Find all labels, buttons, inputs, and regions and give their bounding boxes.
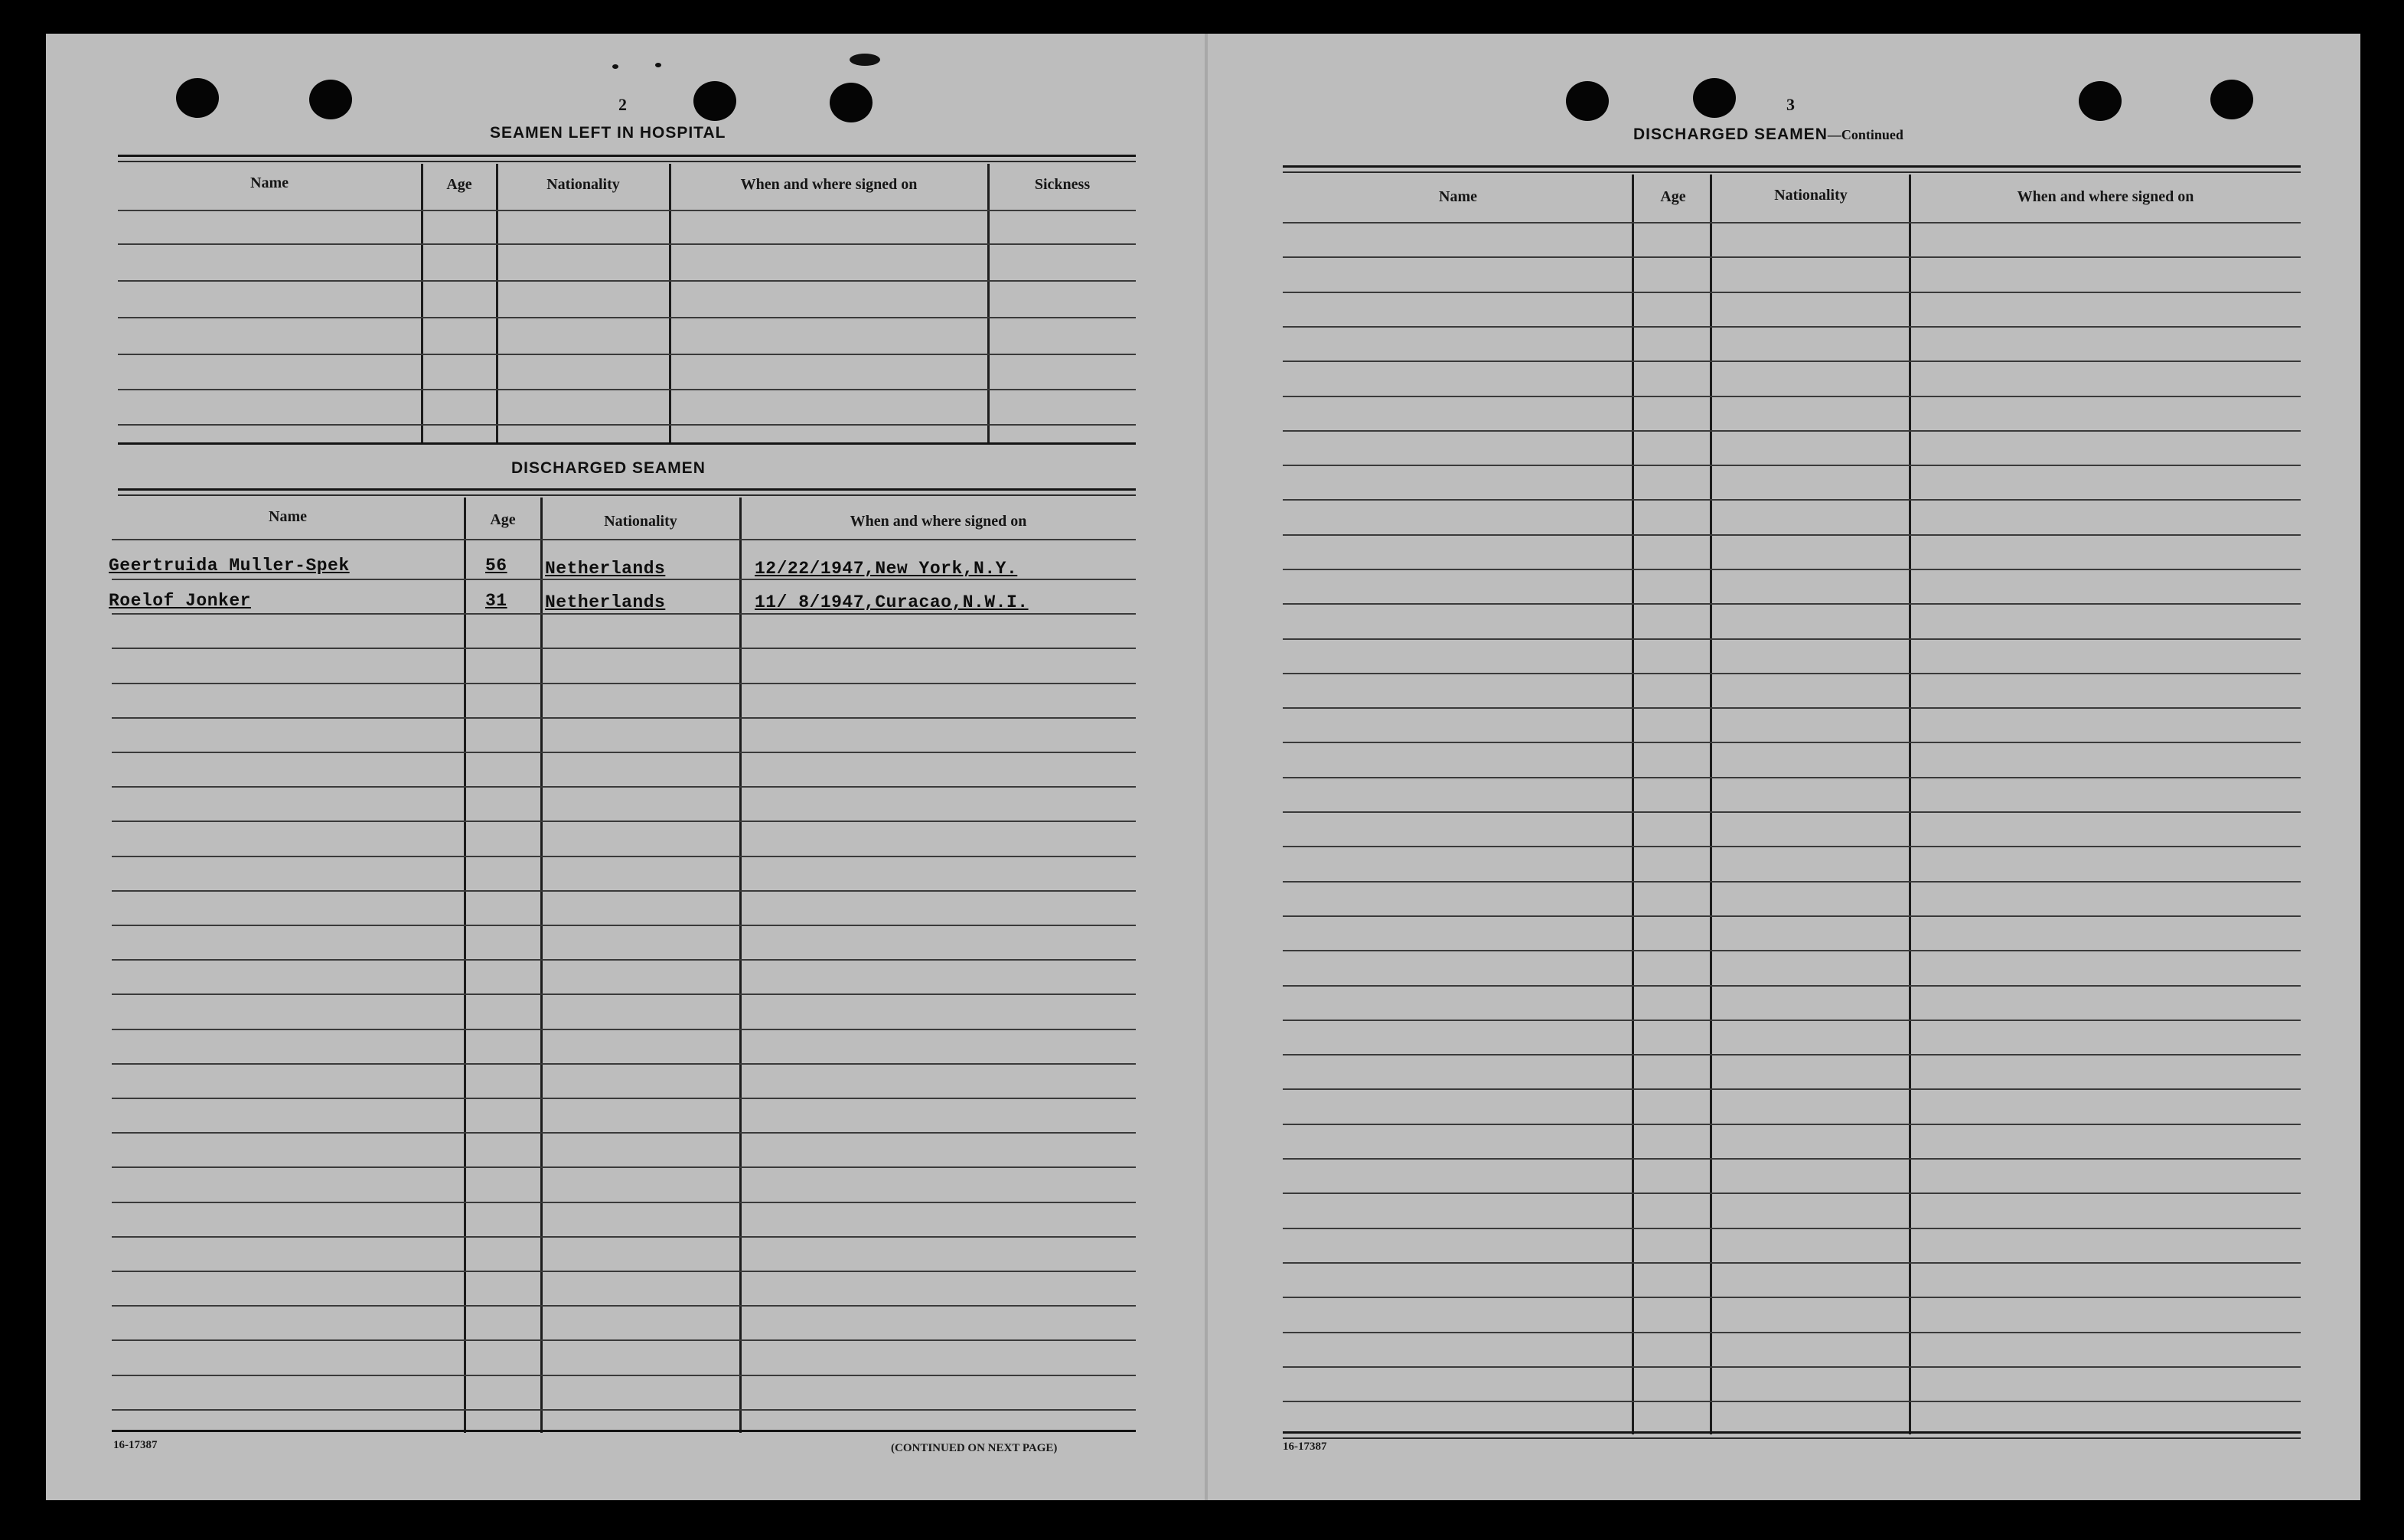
discharged-signed-on-cell: 12/22/1947,New York,N.Y. (755, 559, 1018, 579)
hospital-section-title: SEAMEN LEFT IN HOSPITAL (490, 124, 726, 142)
row-rule (1283, 1297, 2301, 1298)
page-number: 3 (1786, 95, 1795, 114)
discharged-name-cell: Geertruida Muller-Spek (109, 556, 350, 576)
row-rule (112, 1236, 1136, 1238)
discharged-nationality-cell: Netherlands (545, 559, 666, 579)
column-divider (987, 164, 990, 442)
row-rule (1283, 915, 2301, 917)
row-rule (112, 579, 1136, 580)
column-header-sickness: Sickness (1034, 176, 1091, 193)
column-header-name: Name (269, 508, 307, 525)
punch-hole (1566, 81, 1609, 121)
row-rule (1283, 1020, 2301, 1021)
row-rule (112, 890, 1136, 892)
column-divider (669, 164, 671, 442)
row-rule (112, 1339, 1136, 1341)
punch-hole (309, 80, 352, 119)
punch-hole (2210, 80, 2253, 119)
row-rule (1283, 569, 2301, 570)
row-rule (112, 856, 1136, 857)
table-bottom-rule (112, 1430, 1136, 1432)
column-divider (421, 164, 423, 442)
discharged-age-cell: 56 (485, 556, 507, 576)
title-main: DISCHARGED SEAMEN (1633, 126, 1828, 143)
row-rule (112, 1029, 1136, 1030)
column-header-nationality: Nationality (546, 176, 620, 193)
row-rule (112, 1098, 1136, 1099)
punch-hole (2079, 81, 2122, 121)
row-rule (1283, 846, 2301, 847)
punch-hole (176, 78, 219, 118)
table-top-rule (118, 161, 1136, 162)
row-rule (1283, 1124, 2301, 1125)
row-rule (1283, 465, 2301, 466)
row-rule (1283, 534, 2301, 536)
row-rule (112, 683, 1136, 684)
punch-hole (693, 81, 736, 121)
row-rule (118, 280, 1136, 282)
row-rule (1283, 326, 2301, 328)
row-rule (1283, 292, 2301, 293)
row-rule (112, 1063, 1136, 1065)
row-rule (1283, 777, 2301, 778)
discharged-name-cell: Roelof Jonker (109, 591, 251, 611)
row-rule (112, 1409, 1136, 1411)
column-header-nationality: Nationality (604, 513, 677, 530)
column-divider (496, 164, 498, 442)
row-rule (1283, 1193, 2301, 1194)
row-rule (1283, 1401, 2301, 1402)
discharged-age-cell: 31 (485, 591, 507, 611)
table-top-rule (1283, 165, 2301, 168)
row-rule (112, 648, 1136, 649)
row-rule (1283, 430, 2301, 432)
ink-speck (655, 63, 661, 67)
column-header-age: Age (490, 511, 516, 528)
document-sheet (46, 34, 2360, 1500)
row-rule (118, 424, 1136, 426)
punch-hole (1693, 78, 1736, 118)
column-divider (540, 498, 543, 1433)
table-bottom-rule (1283, 1431, 2301, 1434)
column-header-nationality: Nationality (1774, 187, 1848, 204)
row-rule (1283, 361, 2301, 362)
row-rule (1283, 396, 2301, 397)
discharged-nationality-cell: Netherlands (545, 592, 666, 612)
discharged-section-title: DISCHARGED SEAMEN (511, 459, 706, 477)
column-header-name: Name (1439, 188, 1477, 205)
row-rule (1283, 1158, 2301, 1160)
row-rule (1283, 1088, 2301, 1090)
discharged-signed-on-cell: 11/ 8/1947,Curacao,N.W.I. (755, 592, 1029, 612)
form-number: 16-17387 (113, 1439, 158, 1451)
table-top-rule (118, 488, 1136, 491)
row-rule (112, 1132, 1136, 1134)
row-rule (1283, 673, 2301, 674)
row-rule (1283, 1332, 2301, 1333)
column-header-signed-on: When and where signed on (2017, 188, 2194, 205)
row-rule (112, 959, 1136, 961)
row-rule (118, 243, 1136, 245)
column-divider (1632, 175, 1634, 1434)
column-divider (1710, 175, 1712, 1434)
continued-note: (CONTINUED ON NEXT PAGE) (891, 1442, 1058, 1454)
row-rule (112, 925, 1136, 926)
column-header-signed-on: When and where signed on (850, 513, 1027, 530)
column-divider (739, 498, 742, 1433)
table-top-rule (118, 494, 1136, 496)
page-fold (1205, 34, 1208, 1500)
row-rule (112, 1166, 1136, 1168)
row-rule (112, 1375, 1136, 1376)
row-rule (112, 821, 1136, 822)
row-rule (118, 354, 1136, 355)
ink-speck (612, 64, 618, 69)
row-rule (112, 613, 1136, 615)
row-rule (1283, 1262, 2301, 1264)
row-rule (1283, 985, 2301, 987)
row-rule (1283, 950, 2301, 951)
row-rule (112, 786, 1136, 788)
ink-speck (850, 54, 880, 66)
row-rule (118, 317, 1136, 318)
row-rule (1283, 638, 2301, 640)
column-divider (1909, 175, 1911, 1434)
row-rule (112, 1202, 1136, 1203)
row-rule (1283, 811, 2301, 813)
row-rule (112, 717, 1136, 719)
table-bottom-rule (1283, 1437, 2301, 1439)
column-divider (464, 498, 466, 1433)
row-rule (1283, 603, 2301, 605)
page-number: 2 (618, 95, 627, 114)
table-bottom-rule (118, 442, 1136, 445)
column-header-age: Age (446, 176, 472, 193)
row-rule (1283, 742, 2301, 743)
row-rule (112, 1271, 1136, 1272)
row-rule (112, 1305, 1136, 1307)
column-header-signed-on: When and where signed on (740, 176, 918, 193)
row-rule (1283, 1054, 2301, 1055)
row-rule (1283, 1366, 2301, 1368)
row-rule (118, 210, 1136, 211)
row-rule (1283, 222, 2301, 223)
punch-hole (830, 83, 873, 122)
table-top-rule (1283, 171, 2301, 173)
row-rule (112, 539, 1136, 540)
column-header-age: Age (1660, 188, 1686, 205)
title-sub: —Continued (1827, 127, 1903, 142)
row-rule (112, 752, 1136, 753)
row-rule (112, 993, 1136, 995)
table-top-rule (118, 155, 1136, 157)
discharged-continued-title (1633, 126, 1903, 144)
row-rule (118, 389, 1136, 390)
row-rule (1283, 499, 2301, 501)
column-header-name: Name (250, 175, 289, 191)
row-rule (1283, 1228, 2301, 1229)
row-rule (1283, 256, 2301, 258)
form-number: 16-17387 (1283, 1440, 1327, 1453)
row-rule (1283, 707, 2301, 709)
row-rule (1283, 881, 2301, 883)
